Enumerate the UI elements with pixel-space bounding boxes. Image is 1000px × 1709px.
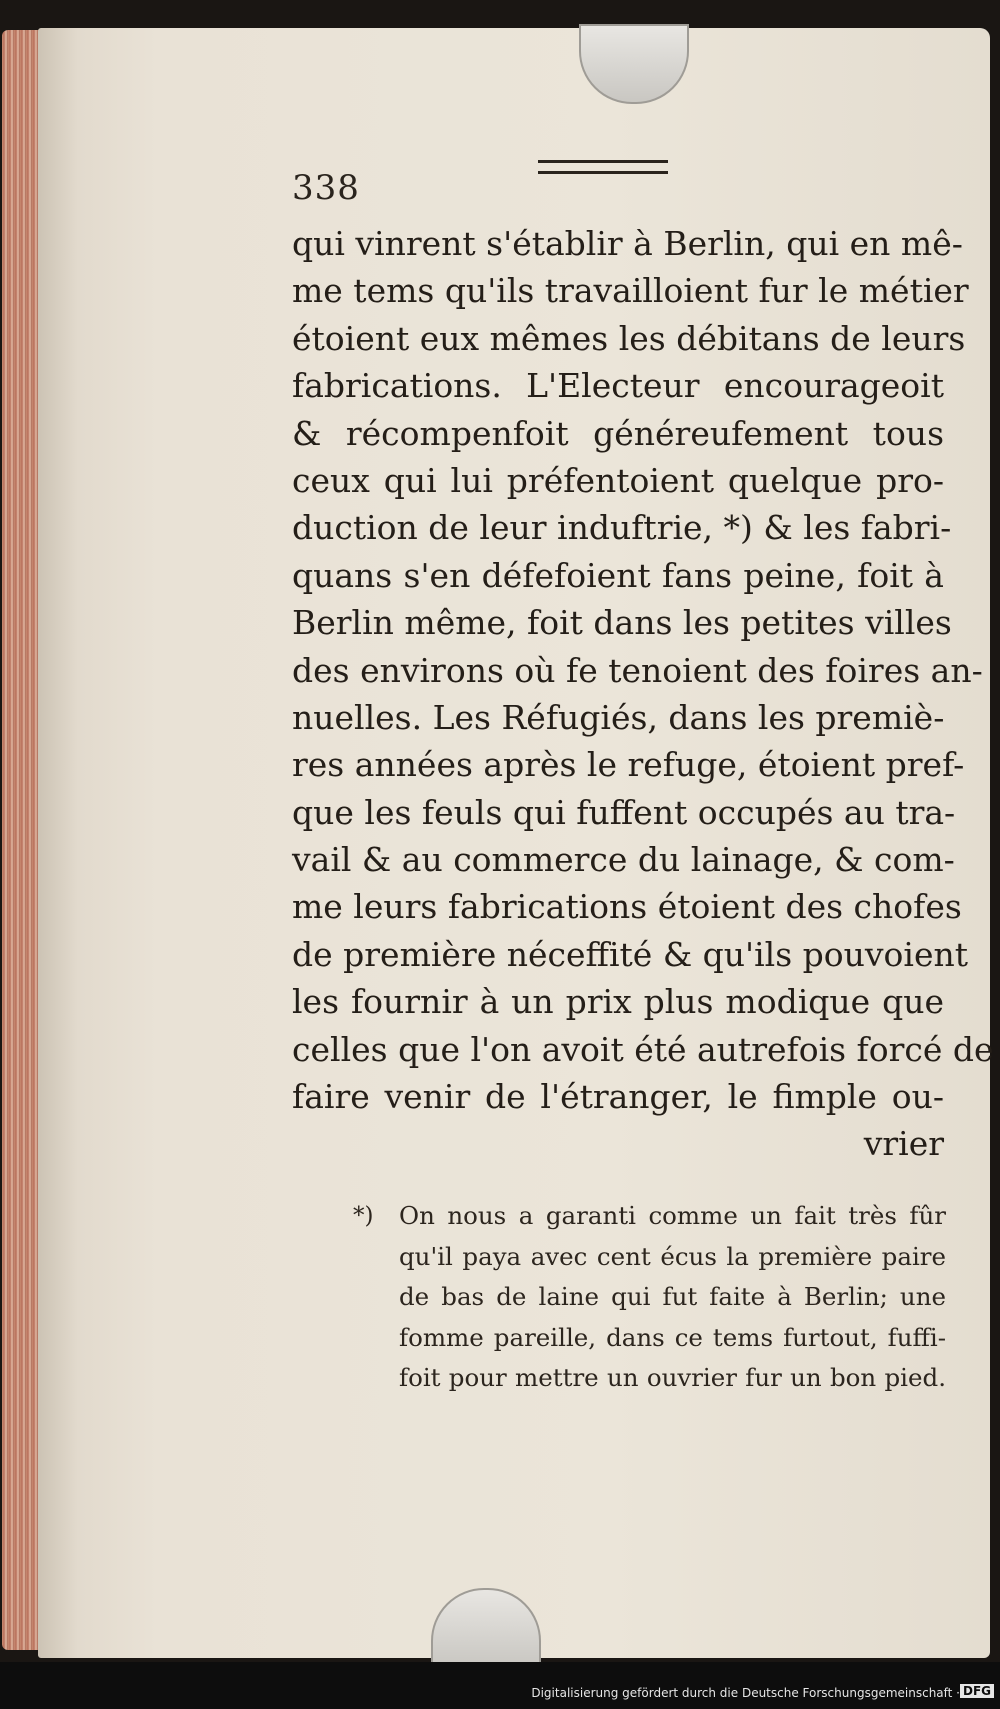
text-line: de première néceffité & qu'ils pouvoient bbox=[292, 934, 969, 974]
catchword: vrier bbox=[863, 1124, 944, 1164]
text-line: faire venir de l'étranger, le fimple ou- bbox=[292, 1077, 944, 1117]
footnote-line: foit pour mettre un ouvrier fur un bon pied. bbox=[399, 1363, 946, 1393]
text-line: me leurs fabrications étoient des chofes bbox=[292, 887, 962, 927]
text-line: des environs où fe tenoient des foires an- bbox=[292, 650, 983, 690]
dfg-logo-icon: DFG bbox=[960, 1684, 994, 1698]
page-edges bbox=[2, 30, 42, 1650]
body-text bbox=[292, 220, 994, 1168]
footnote-line: fomme pareille, dans ce tems furtout, fuffi- bbox=[399, 1322, 946, 1352]
footnote-line: On nous a garanti comme un fait très fûr bbox=[399, 1201, 946, 1230]
text-line: me tems qu'ils travailloient fur le métier bbox=[292, 271, 969, 311]
footnote-marker: *) bbox=[353, 1203, 374, 1229]
text-line: & récompenfoit généreufement tous bbox=[292, 413, 944, 453]
footnote-line: qu'il paya avec cent écus la première paire bbox=[399, 1241, 946, 1271]
page-number: 338 bbox=[292, 168, 360, 208]
top-clip bbox=[579, 24, 689, 104]
text-line: celles que l'on avoit été autrefois forcé de bbox=[292, 1029, 994, 1069]
text-line: duction de leur induftrie, *) & les fabri- bbox=[292, 508, 952, 548]
text-line: fabrications. L'Electeur encourageoit bbox=[292, 366, 944, 406]
text-line: étoient eux mêmes les débitans de leurs bbox=[292, 318, 966, 358]
text-line: Berlin même, foit dans les petites villes bbox=[292, 603, 952, 643]
footnote-line: de bas de laine qui fut faite à Berlin; une bbox=[399, 1282, 946, 1312]
text-line: que les feuls qui fuffent occupés au tra- bbox=[292, 792, 956, 832]
text-line: quans s'en défefoient fans peine, foit à bbox=[292, 555, 944, 595]
text-line: les fournir à un prix plus modique que bbox=[292, 982, 944, 1022]
text-line: res années après le refuge, étoient pref- bbox=[292, 745, 965, 785]
header-rule bbox=[538, 160, 668, 174]
digitization-credit: Digitalisierung gefördert durch die Deutsche Forschungsgemeinschaft · bbox=[531, 1686, 960, 1700]
text-line: ceux qui lui préfentoient quelque pro- bbox=[292, 460, 944, 500]
bottom-clip bbox=[431, 1588, 541, 1668]
text-line: nuelles. Les Réfugiés, dans les premiè- bbox=[292, 697, 945, 737]
text-line: vail & au commerce du lainage, & com- bbox=[292, 840, 955, 880]
text-line: qui vinrent s'établir à Berlin, qui en mê- bbox=[292, 224, 963, 263]
